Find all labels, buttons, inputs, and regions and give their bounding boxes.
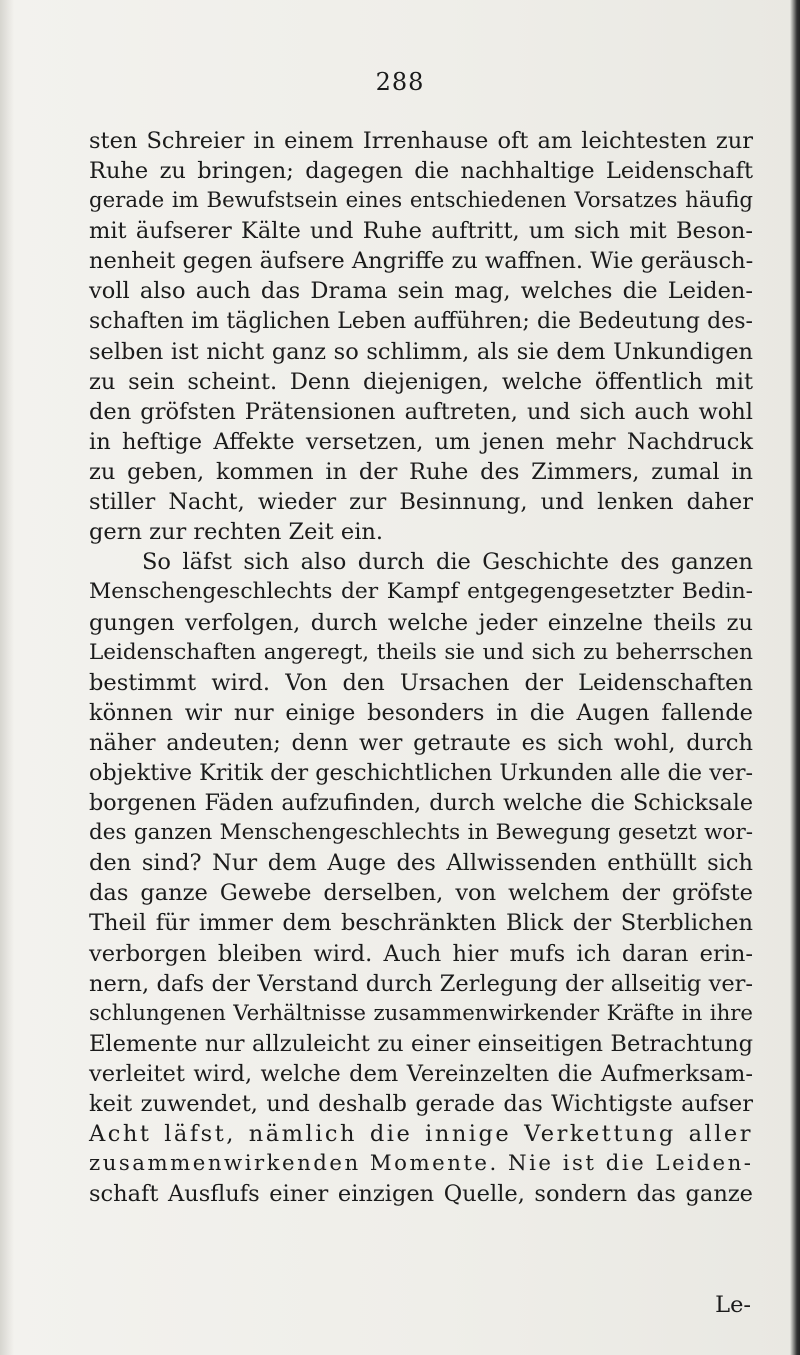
page-number: 288: [375, 68, 425, 96]
text-line: gerade im Bewufstsein eines entschiedenen Vorsatzes häufig: [89, 188, 753, 214]
text-line: nern, dafs der Verstand durch Zerlegung der allseitig ver-: [89, 970, 753, 997]
text-line: des ganzen Menschengeschlechts in Bewegung gesetzt wor-: [89, 820, 753, 846]
text-line: nenheit gegen äufsere Angriffe zu waffnen. Wie geräusch-: [89, 248, 754, 275]
text-line: gungen verfolgen, durch welche jeder einzelne theils zu: [89, 609, 753, 636]
text-line: schlungenen Verhältnisse zusammenwirkender Kräfte in ihre: [89, 1000, 753, 1026]
text-line: das ganze Gewebe derselben, von welchem der gröfste: [89, 880, 753, 907]
body-text: [89, 126, 753, 1209]
text-line: zu geben, kommen in der Ruhe des Zimmers, zumal in: [89, 459, 753, 486]
text-line: können wir nur einige besonders in die Augen fallende: [89, 699, 753, 726]
text-line: verborgen bleiben wird. Auch hier mufs ich daran erin-: [89, 940, 753, 967]
text-line: selben ist nicht ganz so schlimm, als sie dem Unkundigen: [89, 338, 753, 365]
text-line: sten Schreier in einem Irrenhause oft am leichtesten zur: [89, 128, 753, 154]
text-line: bestimmt wird. Von den Ursachen der Leidenschaften: [89, 669, 753, 696]
text-line: näher andeuten; denn wer getraute es sich wohl, durch: [89, 729, 753, 756]
text-line: Elemente nur allzuleicht zu einer einseitigen Betrachtung: [89, 1030, 753, 1057]
emphasized-text-line: zusammenwirkenden Momente. Nie ist die Leiden-: [89, 1151, 754, 1177]
text-line: keit zuwendet, und deshalb gerade das Wichtigste aufser: [89, 1091, 753, 1117]
text-line: Ruhe zu bringen; dagegen die nachhaltige Leidenschaft: [89, 158, 753, 185]
text-line: in heftige Affekte versetzen, um jenen mehr Nachdruck: [89, 428, 753, 455]
text-line: borgenen Fäden aufzufinden, durch welche die Schicksale: [89, 790, 753, 817]
paragraph-start-line: So läfst sich also durch die Geschichte des ganzen: [142, 549, 753, 576]
text-line: mit äufserer Kälte und Ruhe auftritt, um sich mit Beson-: [89, 218, 753, 245]
text-line: Leidenschaften angeregt, theils sie und sich zu beherrschen: [89, 639, 753, 665]
text-line: schaften im täglichen Leben aufführen; die Bedeutung des-: [89, 308, 753, 334]
text-line: Theil für immer dem beschränkten Blick der Sterblichen: [89, 910, 753, 937]
catchword: Le-: [715, 1292, 751, 1318]
text-line: den gröfsten Prätensionen auftreten, und sich auch wohl: [89, 398, 753, 425]
text-line: Menschengeschlechts der Kampf entgegengesetzter Bedin-: [89, 579, 753, 605]
text-line: voll also auch das Drama sein mag, welches die Leiden-: [89, 278, 753, 305]
text-line: stiller Nacht, wieder zur Besinnung, und lenken daher: [89, 489, 753, 516]
text-line: schaft Ausflufs einer einzigen Quelle, sondern das ganze: [89, 1181, 753, 1208]
text-line: den sind? Nur dem Auge des Allwissenden enthüllt sich: [89, 850, 753, 877]
text-line: verleitet wird, welche dem Vereinzelten die Aufmerksam-: [89, 1060, 753, 1087]
text-line: zu sein scheint. Denn diejenigen, welche öffentlich mit: [89, 368, 753, 395]
text-line: objektive Kritik der geschichtlichen Urkunden alle die ver-: [89, 759, 753, 786]
emphasized-text-line: Acht läfst, nämlich die innige Verkettung aller: [89, 1121, 753, 1148]
paragraph-end-line: gern zur rechten Zeit ein.: [89, 519, 384, 546]
